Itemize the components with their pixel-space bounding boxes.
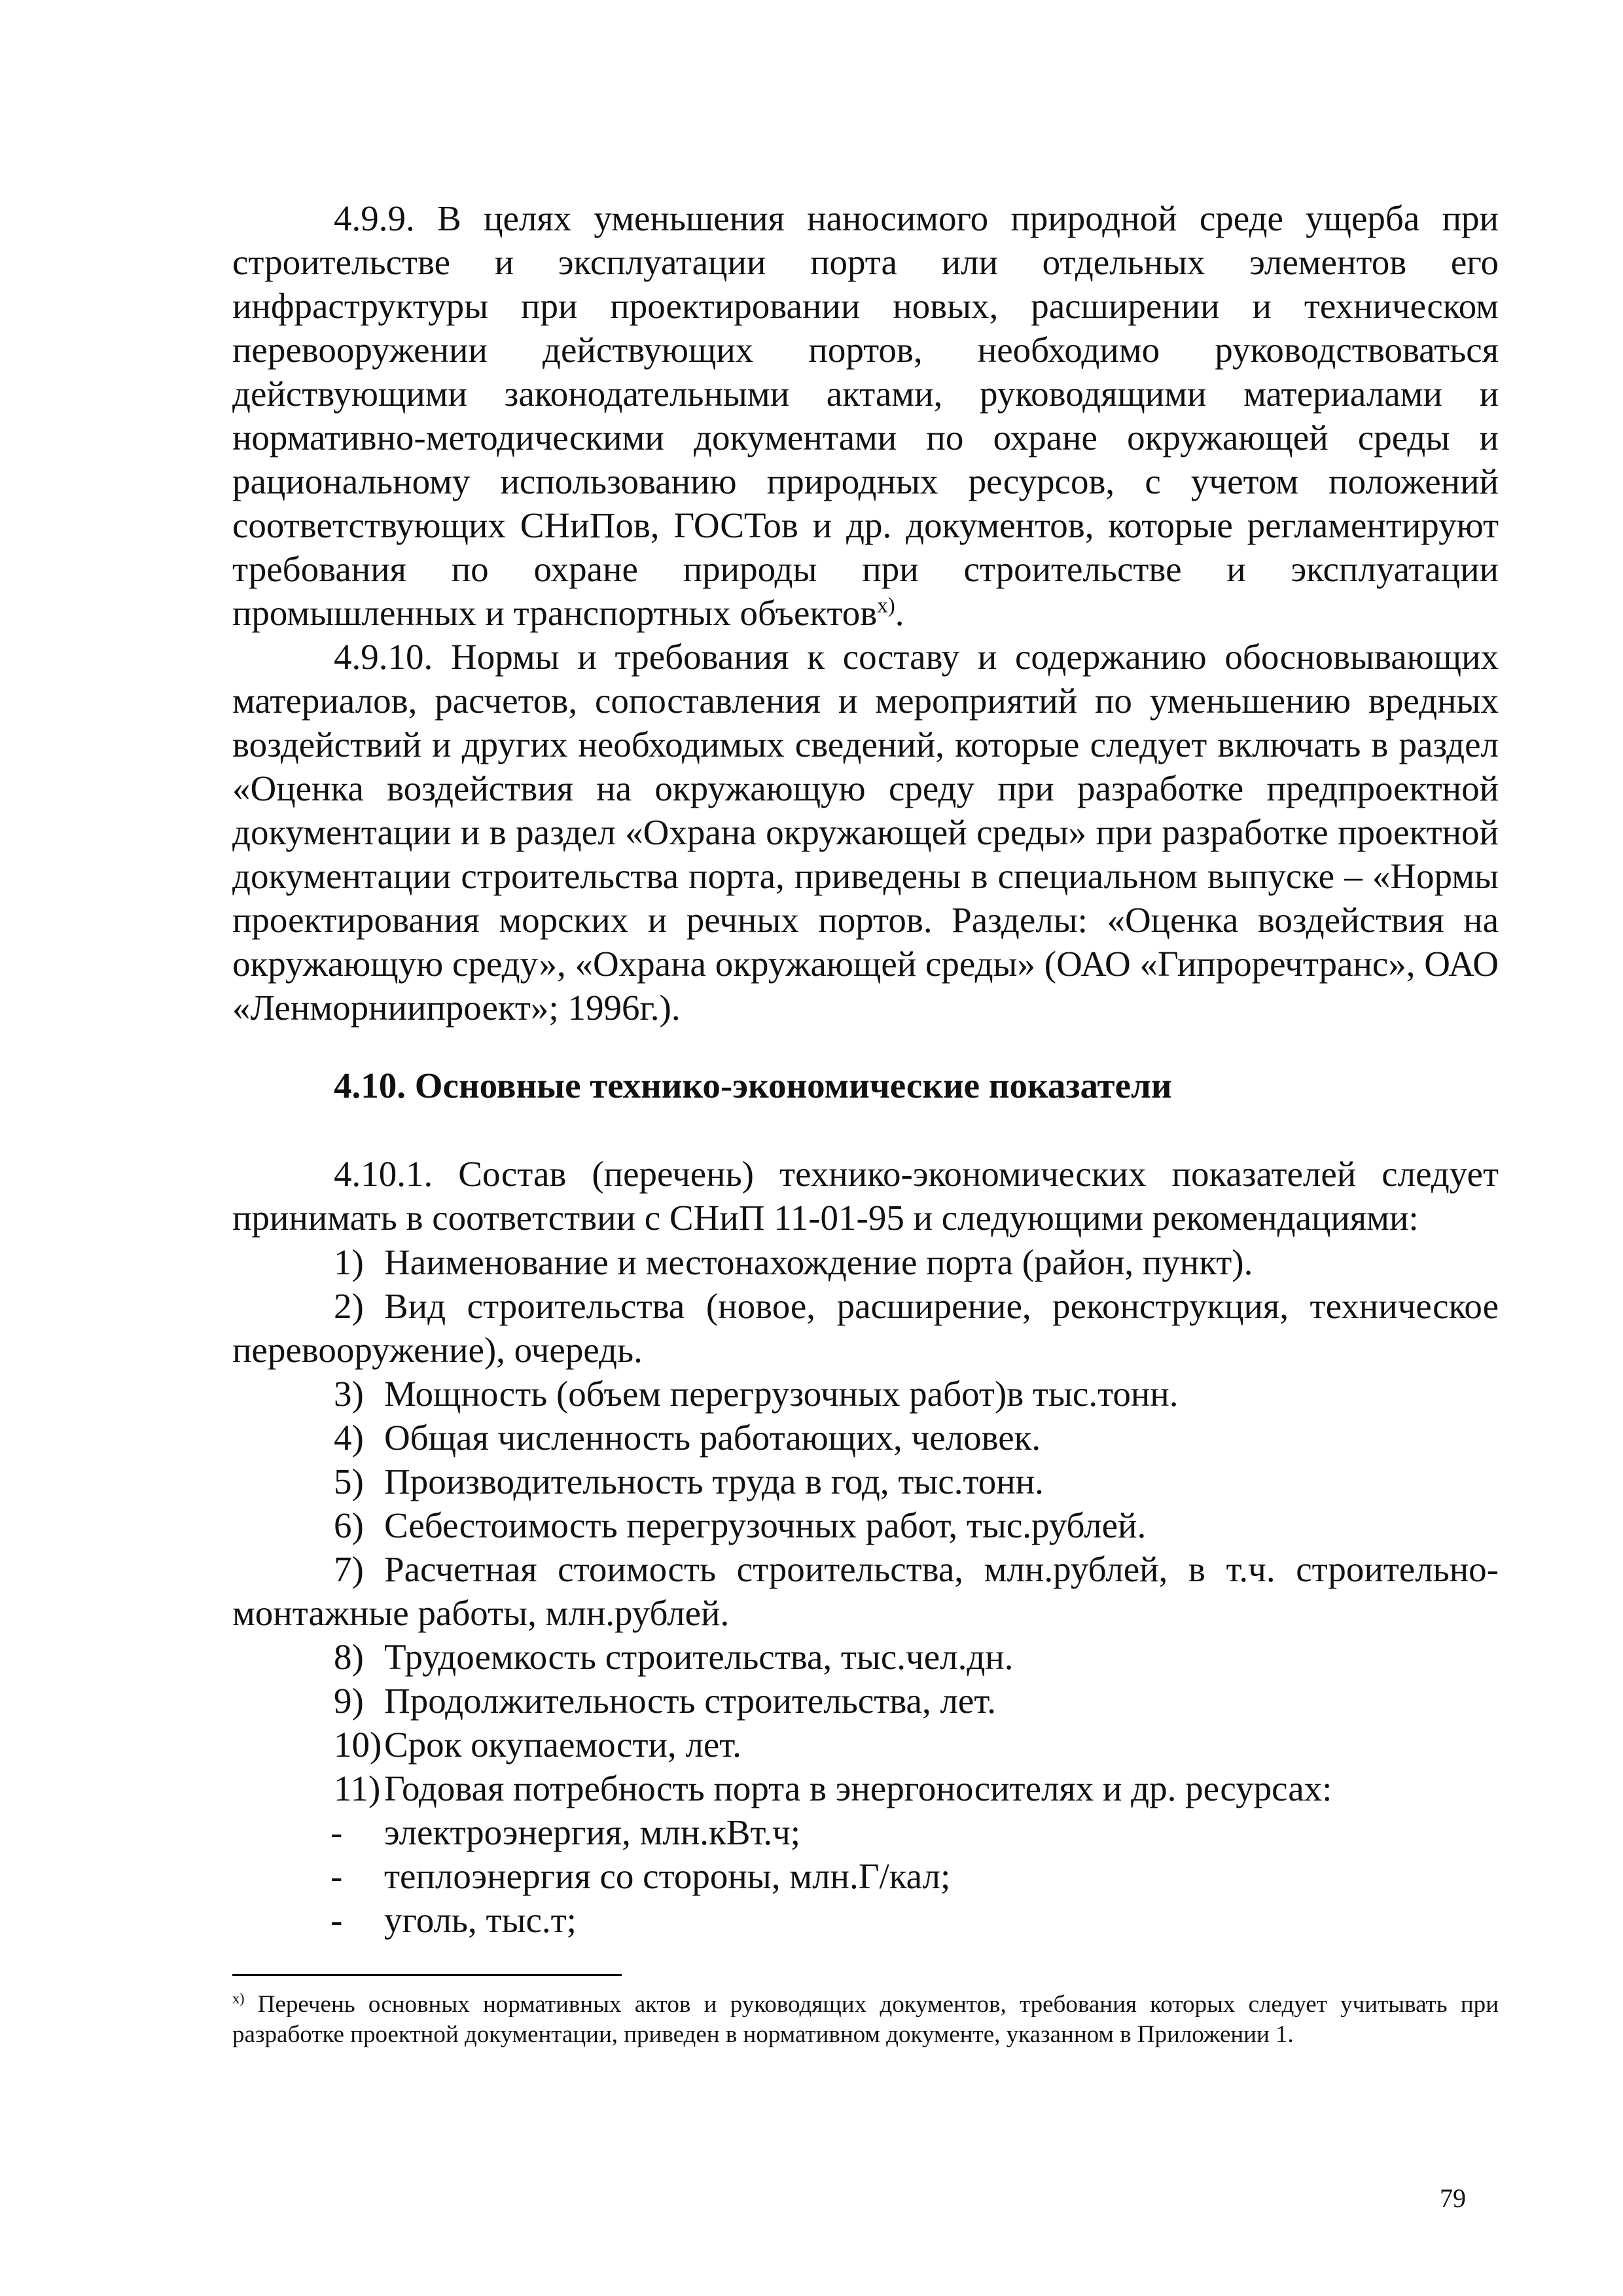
footnote-separator — [232, 1974, 622, 1976]
footnote: $^{x)}$ Перечень основных нормативных актов и руководящих документов, требования которых следует учитывать при разработке проектной документации, приведен в нормативном документе, указанном в Приложении 1. — [232, 1990, 1499, 2048]
list-item: - теплоэнергия со стороны, млн.Г/кал; — [330, 1856, 951, 1896]
list-item: 10) Срок окупаемости, лет. — [334, 1725, 741, 1765]
list-item: 3) Мощность (объем перегрузочных работ)в тыс.тонн. — [334, 1374, 1179, 1414]
list-item: 4) Общая численность работающих, человек. — [334, 1418, 1041, 1458]
list-item: 11) Годовая потребность порта в энергоносителях и др. ресурсах: — [334, 1768, 1332, 1808]
paragraph-4-9-9 — [232, 196, 1499, 635]
list-item: 8) Трудоемкость строительства, тыс.чел.дн. — [334, 1637, 1014, 1677]
footnote-mark: x) — [232, 1990, 245, 2007]
section-heading: 4.10. Основные технико-экономические показатели — [334, 1066, 1172, 1105]
list-item: - электроэнергия, млн.кВт.ч; — [330, 1812, 801, 1852]
paragraph-text: 4.9.9. В целях уменьшения наносимого природной среде ущерба при строительстве и эксплуатации порта или отдельных элементов его инфраструктуры при проектировании новых, расширении и техническом перевооружении действующих портов, необходимо руководствоваться действующими законодательными актами, руководящими материалами и нормативно-методическими документами по охране окружающей среды и рациональному использованию природных ресурсов, с учетом положений соответствующих СНиПов, ГОСТов и др. документов, которые регламентируют требования по охране природы при строительстве и эксплуатации промышленных и транспортных объектов$^{x)}$. — [232, 198, 1499, 633]
page-number: 79 — [1440, 2183, 1466, 2213]
footnote-reference[interactable]: x) — [877, 594, 895, 618]
list-item: - уголь, тыс.т; — [330, 1900, 577, 1940]
paragraph-4-10-1 — [232, 1152, 1499, 1240]
indicators-list — [232, 1240, 1499, 1942]
list-item: 6) Себестоимость перегрузочных работ, тыс.рублей. — [334, 1505, 1147, 1545]
paragraph-text: 4.10.1. Состав (перечень) технико-экономических показателей следует принимать в соответствии с СНиП 11-01-95 и следующими рекомендациями: — [232, 1154, 1499, 1238]
list-item: 7) Расчетная стоимость строительства, млн.рублей, в т.ч. строительно-монтажные работы, млн.рублей. — [232, 1549, 1499, 1633]
paragraph-4-9-10 — [232, 635, 1499, 1030]
list-item: 9) Продолжительность строительства, лет. — [334, 1681, 996, 1721]
list-item: 1) Наименование и местонахождение порта (район, пункт). — [334, 1242, 1253, 1282]
paragraph-text: 4.9.10. Нормы и требования к составу и содержанию обосновывающих материалов, расчетов, сопоставления и мероприятий по уменьшению вредных воздействий и других необходимых сведений, которые следует включать в раздел «Оценка воздействия на окружающую среду при разработке предпроектной документации и в раздел «Охрана окружающей среды» при разработке проектной документации строительства порта, приведены в специальном выпуске – «Нормы проектирования морских и речных портов. Разделы: «Оценка воздействия на окружающую среду», «Охрана окружающей среды» (ОАО «Гипроречтранс», ОАО «Ленморниипроект»; 1996г.). — [232, 637, 1499, 1028]
list-item: 5) Производительность труда в год, тыс.тонн. — [334, 1462, 1044, 1501]
list-item: 2) Вид строительства (новое, расширение, реконструкция, техническое перевооружение), очередь. — [232, 1286, 1499, 1370]
